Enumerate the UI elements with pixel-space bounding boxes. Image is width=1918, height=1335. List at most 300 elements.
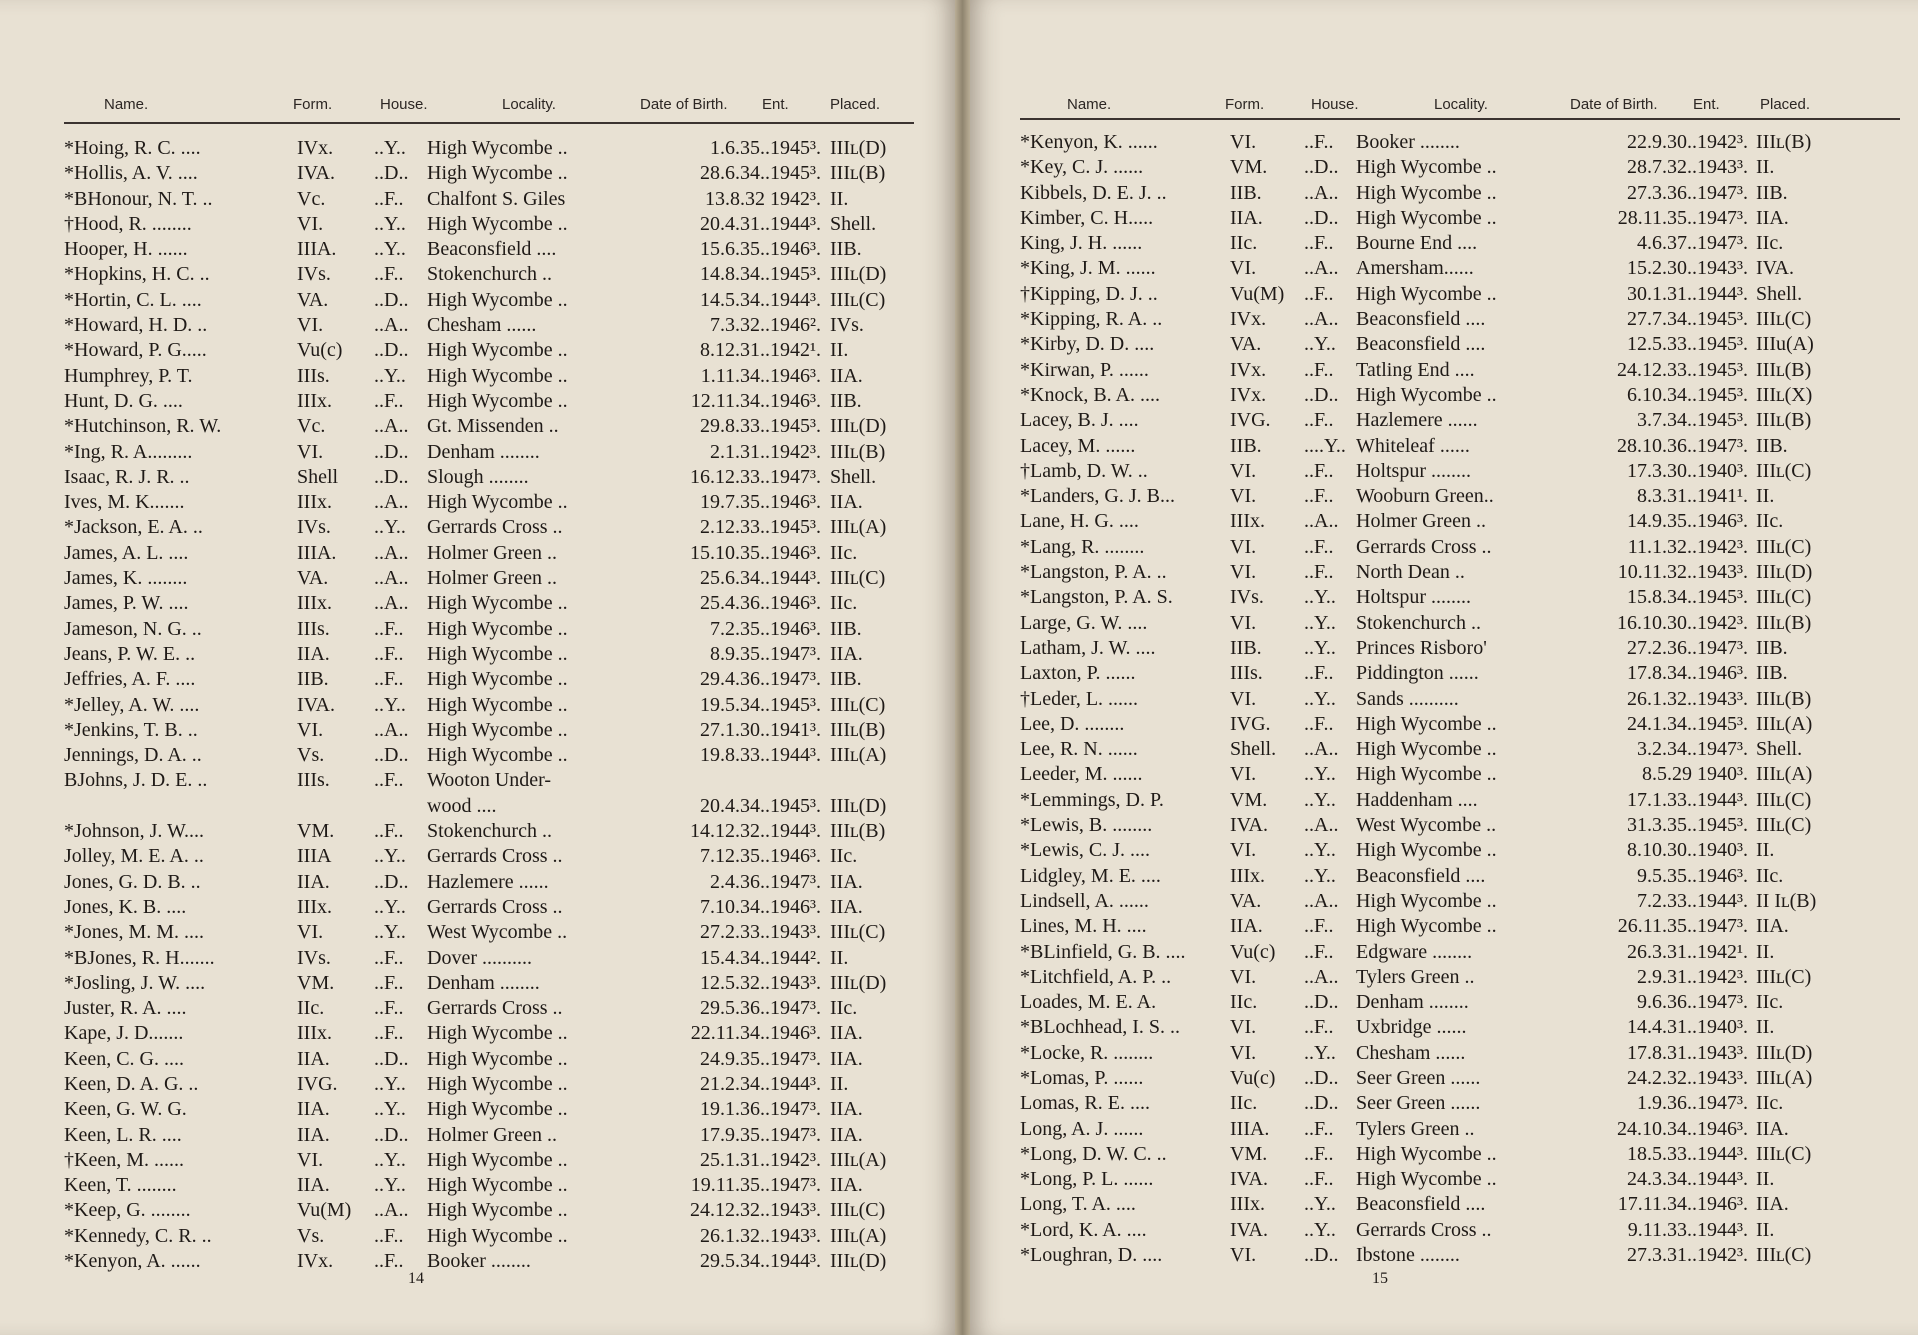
placed-cell: IIA. [830,1174,863,1197]
locality-cell: Piddington ...... [1356,662,1479,685]
locality-cell: High Wycombe .. [1356,181,1497,204]
form-cell: VI. [1230,611,1257,634]
placed-cell: IIIʟ(X) [1756,383,1813,406]
dob-ent-cell: 26.1.32..1943³. [1627,687,1748,710]
dob-ent-cell: 14.4.31..1940³. [1627,1016,1748,1039]
name-cell: Jones, K. B. .... [64,895,187,918]
dob-ent-cell: 28.11.35..1947³. [1617,206,1748,229]
placed-cell: IIIʟ(A) [830,1148,887,1171]
form-cell: IVA. [297,162,335,185]
form-cell: IVA. [1230,1168,1268,1191]
locality-cell: Booker ........ [427,1250,531,1273]
form-cell: VA. [297,288,329,311]
house-cell: ..Y.. [1304,333,1336,356]
placed-cell: IIA. [1756,206,1789,229]
dob-ent-cell: 15.4.34..1944². [700,946,821,969]
house-cell: ..A.. [374,567,409,590]
locality-cell: Slough ........ [427,465,529,488]
form-cell: Vu(M) [297,1199,352,1222]
house-cell: ..D.. [374,465,409,488]
name-cell: *Hollis, A. V. .... [64,162,198,185]
gutter [955,0,970,1335]
form-cell: VM. [1230,156,1268,179]
locality-cell: Gt. Missenden .. [427,415,559,438]
form-cell: VI. [297,440,324,463]
locality-cell: Gerrards Cross .. [427,997,563,1020]
name-cell: †Kipping, D. J. .. [1020,282,1158,305]
house-cell: ..D.. [1304,383,1339,406]
name-cell: Keen, T. ........ [64,1174,177,1197]
form-cell: IIB. [1230,636,1262,659]
name-cell: †Hood, R. ........ [64,212,192,235]
form-cell: VI. [1230,485,1257,508]
dob-ent-cell: 7.10.34..1946³. [700,895,821,918]
name-cell: Lacey, M. ...... [1020,434,1136,457]
placed-cell: Shell. [1756,282,1803,305]
name-cell: James, A. L. .... [64,541,189,564]
name-cell: Keen, C. G. .... [64,1047,184,1070]
name-cell: Jolley, M. E. A. .. [64,845,204,868]
house-cell: ..A.. [1304,738,1339,761]
form-cell: IIA. [1230,206,1263,229]
placed-cell: IIc. [1756,864,1784,887]
house-cell: ..A.. [1304,257,1339,280]
dob-ent-cell: 9.6.36..1947³. [1637,991,1748,1014]
placed-cell: IIIʟ(C) [1756,788,1812,811]
name-cell: Lindsell, A. ...... [1020,889,1149,912]
locality-cell: Seer Green ...... [1356,1066,1481,1089]
form-cell: IIA. [297,1098,330,1121]
name-cell: Large, G. W. .... [1020,611,1148,634]
dob-ent-cell: 15.6.35..1946³. [700,238,821,261]
placed-cell: IIc. [1756,991,1784,1014]
name-cell: *Locke, R. ........ [1020,1041,1154,1064]
name-cell: †Lamb, D. W. .. [1020,459,1148,482]
locality-cell: High Wycombe .. [427,1174,568,1197]
placed-cell: IIA. [830,1022,863,1045]
placed-cell: IIIʟ(C) [1756,814,1812,837]
dob-ent-cell: 28.6.34..1945³. [700,162,821,185]
dob-ent-cell: 3.7.34..1945³. [1637,409,1748,432]
form-cell: VI. [1230,763,1257,786]
form-cell: Vu(M) [1230,282,1285,305]
locality-cell: Chalfont S. Giles [427,187,566,210]
locality-cell: Gerrards Cross .. [427,845,563,868]
form-cell: VA. [1230,889,1262,912]
form-cell: IIIx. [297,895,332,918]
placed-cell: IIA. [830,895,863,918]
placed-cell: IIB. [1756,181,1788,204]
dob-ent-cell: 25.4.36..1946³. [700,592,821,615]
locality-cell: Stokenchurch .. [427,820,552,843]
placed-cell: IIA. [830,364,863,387]
house-cell: ..F.. [374,1224,404,1247]
name-cell: *Hortin, C. L. .... [64,288,202,311]
locality-cell: wood .... [427,794,497,817]
name-cell: Lacey, B. J. .... [1020,409,1139,432]
placed-cell: IIIʟ(C) [1756,308,1812,331]
locality-cell: High Wycombe .. [1356,1168,1497,1191]
name-cell: *BLochhead, I. S. .. [1020,1016,1180,1039]
placed-cell: IIIʟ(B) [1756,611,1812,634]
house-cell: ..F.. [1304,1168,1334,1191]
header-ent: Ent. [762,96,789,113]
header-ent: Ent. [1693,96,1720,113]
name-cell: Humphrey, P. T. [64,364,193,387]
form-cell: VI. [1230,687,1257,710]
name-cell: Leeder, M. ...... [1020,763,1143,786]
placed-cell: IIB. [1756,636,1788,659]
locality-cell: High Wycombe .. [427,1199,568,1222]
form-cell: IIc. [1230,232,1258,255]
house-cell: ..Y.. [1304,586,1336,609]
form-cell: IIIs. [297,364,330,387]
house-cell: ..Y.. [1304,1218,1336,1241]
placed-cell: IIc. [830,592,858,615]
form-cell: IIA. [297,642,330,665]
placed-cell: IIA. [1756,1193,1789,1216]
placed-cell: IIIʟ(C) [830,693,886,716]
dob-ent-cell: 15.2.30..1943³. [1627,257,1748,280]
form-cell: IVs. [297,516,331,539]
house-cell: ..D.. [374,339,409,362]
name-cell: *Jelley, A. W. .... [64,693,200,716]
locality-cell: Gerrards Cross .. [427,895,563,918]
name-cell: Jeffries, A. F. .... [64,668,196,691]
form-cell: Vu(c) [1230,1066,1276,1089]
house-cell: ..D.. [1304,991,1339,1014]
locality-cell: Gerrards Cross .. [1356,535,1492,558]
locality-cell: High Wycombe .. [427,693,568,716]
locality-cell: Uxbridge ...... [1356,1016,1467,1039]
house-cell: ..F.. [374,769,404,792]
placed-cell: II. [830,1072,849,1095]
name-cell: *Loughran, D. .... [1020,1244,1163,1267]
form-cell: IVG. [1230,712,1271,735]
form-cell: IIIx. [297,491,332,514]
placed-cell: II. [1756,1168,1775,1191]
name-cell: *BLinfield, G. B. .... [1020,940,1186,963]
form-cell: VM. [297,820,335,843]
dob-ent-cell: 20.4.34..1945³. [700,794,821,817]
locality-cell: Gerrards Cross .. [1356,1218,1492,1241]
name-cell: Keen, L. R. .... [64,1123,182,1146]
locality-cell: Stokenchurch .. [1356,611,1481,634]
name-cell: *Landers, G. J. B... [1020,485,1175,508]
name-cell: *Litchfield, A. P. .. [1020,965,1172,988]
dob-ent-cell: 18.5.33..1944³. [1627,1142,1748,1165]
dob-ent-cell: 11.1.32..1942³. [1627,535,1748,558]
dob-ent-cell: 2.4.36..1947³. [710,870,821,893]
name-cell: *Lomas, P. ...... [1020,1066,1144,1089]
house-cell: ..A.. [1304,814,1339,837]
name-cell: Ives, M. K....... [64,491,185,514]
name-cell: *Josling, J. W. .... [64,971,206,994]
form-cell: Vs. [297,1224,325,1247]
form-cell: VA. [1230,333,1262,356]
locality-cell: Wooton Under- [427,769,552,792]
placed-cell: IIIʟ(D) [830,794,887,817]
form-cell: VM. [297,971,335,994]
house-cell: ..D.. [374,870,409,893]
form-cell: IIIx. [297,1022,332,1045]
dob-ent-cell: 22.11.34..1946³. [690,1022,821,1045]
column-headers [64,96,914,122]
dob-ent-cell: 31.3.35..1945³. [1627,814,1748,837]
header-name: Name. [104,96,149,113]
placed-cell: IIIʟ(B) [830,820,886,843]
placed-cell: IIIʟ(B) [1756,358,1812,381]
locality-cell: Holmer Green .. [427,567,557,590]
dob-ent-cell: 24.1.34..1945³. [1627,712,1748,735]
form-cell: IIIA [297,845,332,868]
dob-ent-cell: 27.3.31..1942³. [1627,1244,1748,1267]
house-cell: ..Y.. [374,137,406,159]
placed-cell: IIA. [1756,1117,1789,1140]
locality-cell: High Wycombe .. [427,592,568,615]
placed-cell: IIIʟ(C) [830,921,886,944]
locality-cell: Sands .......... [1356,687,1459,710]
placed-cell: IIIʟ(A) [830,516,887,539]
placed-cell: IIc. [830,997,858,1020]
placed-cell: IIIʟ(C) [830,1199,886,1222]
placed-cell: Shell. [1756,738,1803,761]
locality-cell: High Wycombe .. [427,1047,568,1070]
locality-cell: Wooburn Green.. [1356,485,1494,508]
locality-cell: High Wycombe .. [1356,738,1497,761]
placed-cell: IIIʟ(A) [1756,712,1813,735]
placed-cell: Shell. [830,465,877,488]
locality-cell: Tylers Green .. [1356,965,1475,988]
placed-cell: IIc. [1756,510,1784,533]
dob-ent-cell: 17.11.34..1946³. [1617,1193,1748,1216]
placed-cell: IIA. [830,491,863,514]
header-placed: Placed. [1760,96,1811,113]
house-cell: ..A.. [374,415,409,438]
dob-ent-cell: 14.9.35..1946³. [1627,510,1748,533]
placed-cell: IIA. [830,1047,863,1070]
locality-cell: High Wycombe .. [1356,282,1497,305]
form-cell: VI. [297,314,324,337]
form-cell: IIc. [1230,1092,1258,1115]
locality-cell: High Wycombe .. [1356,383,1497,406]
dob-ent-cell: 2.9.31..1942³. [1637,965,1748,988]
name-cell: Lane, H. G. .... [1020,510,1139,533]
form-cell: IIIx. [1230,1193,1265,1216]
placed-cell: II. [830,339,849,362]
form-cell: IIIs. [1230,662,1263,685]
house-cell: ..Y.. [374,693,406,716]
placed-cell: IIIʟ(A) [830,744,887,767]
placed-cell: IIc. [830,541,858,564]
house-cell: ..Y.. [374,921,406,944]
locality-cell: High Wycombe .. [427,668,568,691]
dob-ent-cell: 28.10.36..1947³. [1617,434,1748,457]
dob-ent-cell: 1.9.36..1947³. [1637,1092,1748,1115]
form-cell: IIIA. [297,238,337,261]
name-cell: Jones, G. D. B. .. [64,870,201,893]
locality-cell: High Wycombe .. [427,491,568,514]
header-name: Name. [1067,96,1112,113]
house-cell: ..A.. [1304,308,1339,331]
placed-cell: IIIʟ(B) [830,162,886,185]
dob-ent-cell: 24.12.33..1945³. [1617,358,1748,381]
name-cell: Hunt, D. G. .... [64,389,183,412]
locality-cell: Holtspur ........ [1356,459,1471,482]
name-cell: Long, A. J. ...... [1020,1117,1144,1140]
dob-ent-cell: 24.9.35..1947³. [700,1047,821,1070]
name-cell: Lomas, R. E. .... [1020,1092,1150,1115]
name-cell: *Key, C. J. ...... [1020,156,1144,179]
name-cell: Laxton, P. ...... [1020,662,1136,685]
house-cell: ..F.. [1304,662,1334,685]
form-cell: VA. [297,567,329,590]
dob-ent-cell: 7.12.35..1946³. [700,845,821,868]
dob-ent-cell: 9.11.33..1944³. [1627,1218,1748,1241]
dob-ent-cell: 1.6.35..1945³. [710,137,821,159]
dob-ent-cell: 17.1.33..1944³. [1627,788,1748,811]
dob-ent-cell: 29.5.34..1944³. [700,1250,821,1273]
house-cell: ..A.. [1304,510,1339,533]
house-cell: ..Y.. [1304,1193,1336,1216]
form-cell: IVx. [1230,358,1267,381]
form-cell: Vu(c) [297,339,343,362]
form-cell: IIc. [1230,991,1258,1014]
name-cell: *Hoing, R. C. .... [64,137,201,159]
placed-cell: IIc. [1756,1092,1784,1115]
name-cell: King, J. H. ...... [1020,232,1143,255]
placed-cell: IIIʟ(D) [830,263,887,286]
dob-ent-cell: 13.8.32 1942³. [705,187,821,210]
dob-ent-cell: 29.5.36..1947³. [700,997,821,1020]
dob-ent-cell: 22.9.30..1942³. [1627,131,1748,153]
dob-ent-cell: 28.7.32..1943³. [1627,156,1748,179]
form-cell: VI. [297,718,324,741]
placed-cell: IIIʟ(C) [830,567,886,590]
dob-ent-cell: 17.9.35..1947³. [700,1123,821,1146]
placed-cell: IIB. [1756,434,1788,457]
locality-cell: High Wycombe .. [427,1148,568,1171]
dob-ent-cell: 17.3.30..1940³. [1627,459,1748,482]
house-cell: ..D.. [374,744,409,767]
name-cell: *Lord, K. A. .... [1020,1218,1147,1241]
form-cell: Vc. [297,187,326,210]
form-cell: IIA. [1230,915,1263,938]
placed-cell: Shell. [830,212,877,235]
dob-ent-cell: 27.2.36..1947³. [1627,636,1748,659]
placed-cell: IIA. [830,1123,863,1146]
name-cell: *Langston, P. A. .. [1020,561,1167,584]
house-cell: ..D.. [1304,206,1339,229]
locality-cell: Beaconsfield .... [1356,1193,1486,1216]
form-cell: IVG. [1230,409,1271,432]
dob-ent-cell: 19.1.36..1947³. [700,1098,821,1121]
placed-cell: IIA. [830,1098,863,1121]
locality-cell: West Wycombe .. [1356,814,1497,837]
form-cell: IIIA. [297,541,337,564]
locality-cell: High Wycombe .. [427,212,568,235]
placed-cell: IIA. [830,642,863,665]
house-cell: ..D.. [374,162,409,185]
house-cell: ..F.. [374,187,404,210]
form-cell: VI. [297,921,324,944]
placed-cell: IIB. [830,238,862,261]
dob-ent-cell: 19.11.35..1947³. [690,1174,821,1197]
house-cell: ..F.. [1304,409,1334,432]
dob-ent-cell: 14.5.34..1944³. [700,288,821,311]
name-cell: Lidgley, M. E. .... [1020,864,1161,887]
form-cell: VM. [1230,1142,1268,1165]
name-cell: Jameson, N. G. .. [64,617,202,640]
dob-ent-cell: 2.1.31..1942³. [710,440,821,463]
name-cell: *Keep, G. ........ [64,1199,191,1222]
locality-cell: West Wycombe .. [427,921,568,944]
dob-ent-cell: 14.12.32..1944³. [690,820,821,843]
placed-cell: IVA. [1756,257,1794,280]
locality-cell: Denham ........ [427,440,540,463]
form-cell: IIIs. [297,769,330,792]
form-cell: IVA. [1230,814,1268,837]
house-cell: ..Y.. [374,1072,406,1095]
form-cell: IIIx. [297,592,332,615]
locality-cell: High Wycombe .. [427,339,568,362]
placed-cell: II. [1756,839,1775,862]
form-cell: VI. [1230,561,1257,584]
header-rule [1020,118,1900,120]
locality-cell: High Wycombe .. [1356,1142,1497,1165]
house-cell: ..F.. [1304,358,1334,381]
dob-ent-cell: 21.2.34..1944³. [700,1072,821,1095]
house-cell: ..F.. [1304,940,1334,963]
placed-cell: IIIʟ(C) [1756,535,1812,558]
dob-ent-cell: 17.8.31..1943³. [1627,1041,1748,1064]
form-cell: IIB. [1230,434,1262,457]
locality-cell: Chesham ...... [1356,1041,1466,1064]
form-cell: VI. [1230,1244,1257,1267]
house-cell: ..F.. [374,971,404,994]
form-cell: IVx. [297,1250,334,1273]
locality-cell: Holmer Green .. [427,1123,557,1146]
locality-cell: Hazlemere ...... [427,870,549,893]
placed-cell: IIIʟ(C) [1756,1142,1812,1165]
house-cell: ..A.. [1304,181,1339,204]
locality-cell: High Wycombe .. [427,288,568,311]
dob-ent-cell: 26.3.31..1942¹. [1627,940,1748,963]
form-cell: VI. [297,212,324,235]
dob-ent-cell: 29.8.33..1945³. [700,415,821,438]
locality-cell: Princes Risboro' [1356,636,1487,659]
house-cell: ..Y.. [1304,788,1336,811]
locality-cell: Edgware ........ [1356,940,1473,963]
locality-cell: Seer Green ...... [1356,1092,1481,1115]
locality-cell: High Wycombe .. [427,137,568,159]
name-cell: Jennings, D. A. .. [64,744,202,767]
name-cell: Kape, J. D....... [64,1022,184,1045]
dob-ent-cell: 27.3.36..1947³. [1627,181,1748,204]
placed-cell: IIB. [830,617,862,640]
locality-cell: Tatling End .... [1356,358,1475,381]
form-cell: IIc. [297,997,325,1020]
dob-ent-cell: 24.12.32..1943³. [690,1199,821,1222]
locality-cell: Denham ........ [1356,991,1469,1014]
locality-cell: High Wycombe .. [427,162,568,185]
dob-ent-cell: 25.6.34..1944³. [700,567,821,590]
placed-cell: IIIʟ(C) [1756,459,1812,482]
locality-cell: High Wycombe .. [427,1224,568,1247]
house-cell: ..F.. [374,997,404,1020]
name-cell: *Howard, P. G..... [64,339,207,362]
header-form: Form. [1225,96,1265,113]
